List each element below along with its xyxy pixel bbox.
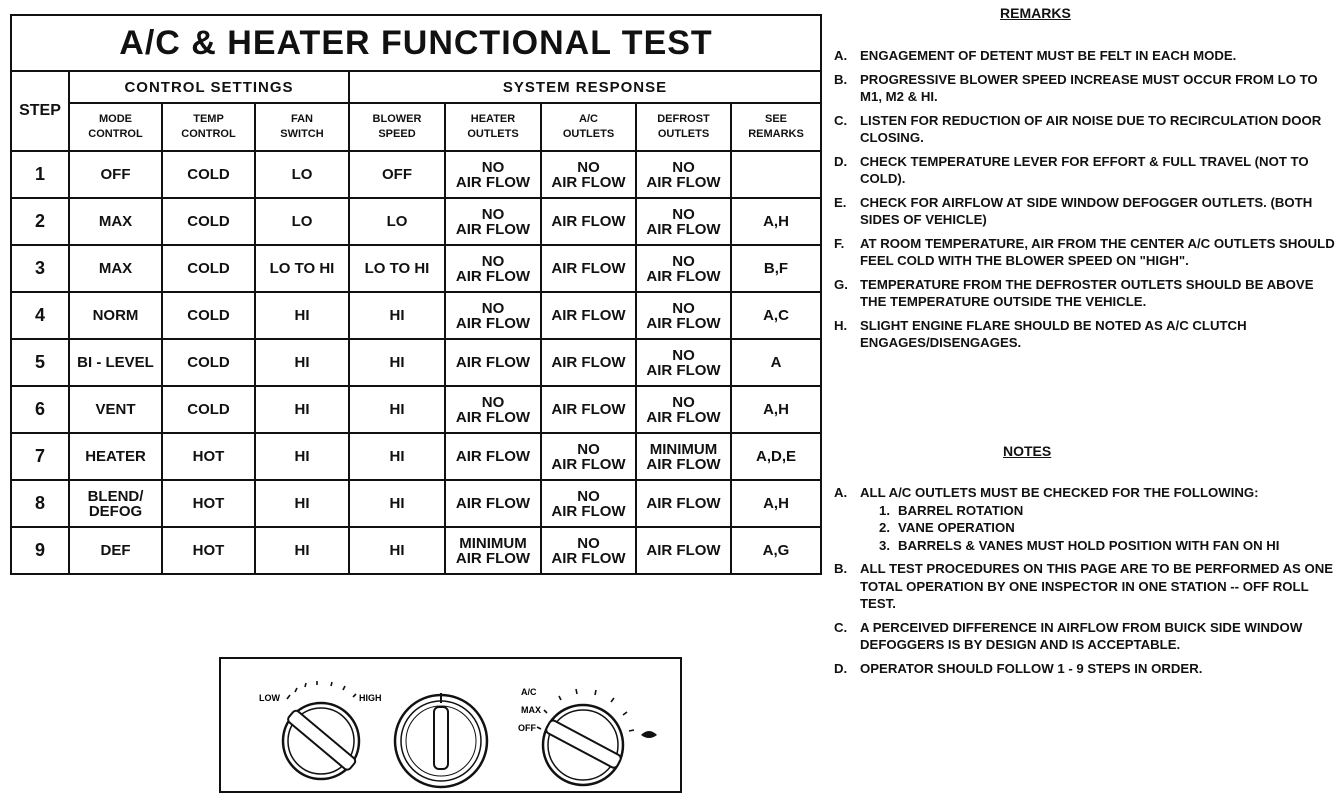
- table-row: [11, 527, 821, 574]
- table-cell: HI: [349, 480, 445, 527]
- step-number: 5: [11, 339, 69, 386]
- remarks-list: [834, 47, 1340, 358]
- remark-letter: B.: [834, 71, 848, 87]
- notes-heading: NOTES: [1003, 443, 1052, 459]
- step-header: STEP: [11, 71, 69, 151]
- table-cell: NORM: [69, 292, 162, 339]
- remark-item: [834, 71, 1340, 106]
- note-text: ALL A/C OUTLETS MUST BE CHECKED FOR THE FOLLOWING:: [860, 485, 1259, 500]
- mode-dial: [518, 687, 657, 785]
- mode-off-label: OFF: [518, 723, 536, 733]
- table-cell: HI: [349, 292, 445, 339]
- functional-test-table: [10, 14, 822, 575]
- step-number: 4: [11, 292, 69, 339]
- temp-dial: [395, 693, 487, 787]
- remark-text: ENGAGEMENT OF DETENT MUST BE FELT IN EACH MODE.: [860, 48, 1237, 63]
- table-cell: HI: [349, 527, 445, 574]
- table-cell: HI: [255, 527, 349, 574]
- table-cell: A,H: [731, 198, 821, 245]
- note-subitem-text: VANE OPERATION: [898, 520, 1015, 535]
- table-cell: COLD: [162, 151, 255, 198]
- step-number: 7: [11, 433, 69, 480]
- table-cell: [731, 151, 821, 198]
- remark-item: [834, 194, 1340, 229]
- table-cell: AIR FLOW: [445, 433, 541, 480]
- note-items: [834, 560, 1340, 677]
- system-response-header: SYSTEM RESPONSE: [349, 71, 821, 103]
- note-sublist: [860, 502, 1340, 555]
- remark-text: CHECK TEMPERATURE LEVER FOR EFFORT & FULL TRAVEL (NOT TO COLD).: [860, 153, 1309, 186]
- note-item: [834, 619, 1340, 654]
- note-letter: B.: [834, 561, 848, 576]
- column-header: A/C OUTLETS: [541, 103, 636, 151]
- table-row: [11, 433, 821, 480]
- note-letter: A.: [834, 485, 848, 500]
- note-subitem-number: 2.: [879, 520, 890, 535]
- column-header: BLOWER SPEED: [349, 103, 445, 151]
- control-settings-header: CONTROL SETTINGS: [69, 71, 349, 103]
- table-cell: NO AIR FLOW: [636, 245, 731, 292]
- table-cell: NO AIR FLOW: [541, 480, 636, 527]
- table-row: [11, 245, 821, 292]
- table-cell: COLD: [162, 339, 255, 386]
- remark-letter: H.: [834, 317, 848, 333]
- table-cell: COLD: [162, 292, 255, 339]
- step-number: 8: [11, 480, 69, 527]
- table-row: [11, 151, 821, 198]
- table-body: [11, 151, 821, 574]
- remark-text: SLIGHT ENGINE FLARE SHOULD BE NOTED AS A/C CLUTCH ENGAGES/DISENGAGES.: [860, 317, 1247, 350]
- table-cell: OFF: [349, 151, 445, 198]
- note-text: OPERATOR SHOULD FOLLOW 1 - 9 STEPS IN ORDER.: [860, 660, 1203, 676]
- table-cell: BLEND/ DEFOG: [69, 480, 162, 527]
- note-letter: C.: [834, 619, 848, 635]
- table-cell: AIR FLOW: [541, 198, 636, 245]
- mode-ac-label: A/C: [521, 687, 537, 697]
- table-row: [11, 480, 821, 527]
- remark-letter: C.: [834, 112, 848, 128]
- step-number: 1: [11, 151, 69, 198]
- remark-item: [834, 47, 1340, 65]
- table-row: [11, 386, 821, 433]
- remark-item: [834, 276, 1340, 311]
- table-cell: HI: [349, 433, 445, 480]
- table-cell: MAX: [69, 245, 162, 292]
- table-cell: LO: [349, 198, 445, 245]
- table-cell: AIR FLOW: [541, 386, 636, 433]
- column-header: SEE REMARKS: [731, 103, 821, 151]
- table-cell: NO AIR FLOW: [636, 198, 731, 245]
- remark-letter: E.: [834, 194, 847, 210]
- remark-letter: F.: [834, 235, 845, 251]
- table-cell: AIR FLOW: [636, 527, 731, 574]
- remark-text: TEMPERATURE FROM THE DEFROSTER OUTLETS SHOULD BE ABOVE THE TEMPERATURE OUTSIDE THE VEHICLE.: [860, 276, 1314, 309]
- note-subitem-text: BARREL ROTATION: [898, 502, 1024, 518]
- remark-item: [834, 112, 1340, 147]
- table-row: [11, 292, 821, 339]
- table-cell: HI: [255, 339, 349, 386]
- table-cell: HEATER: [69, 433, 162, 480]
- table-cell: LO: [255, 151, 349, 198]
- note-item: [834, 484, 1340, 502]
- note-subitem-number: 1.: [879, 502, 890, 518]
- note-letter: D.: [834, 660, 848, 676]
- column-header: FAN SWITCH: [255, 103, 349, 151]
- note-item: [834, 660, 1340, 678]
- table-cell: HI: [255, 386, 349, 433]
- table-cell: COLD: [162, 245, 255, 292]
- note-subitem: [860, 537, 1340, 555]
- table-cell: A,G: [731, 527, 821, 574]
- table-cell: LO: [255, 198, 349, 245]
- table-row: [11, 339, 821, 386]
- table-cell: A,H: [731, 386, 821, 433]
- table-cell: A,D,E: [731, 433, 821, 480]
- note-subitem: [860, 502, 1340, 520]
- notes-list: [834, 484, 1340, 677]
- table-cell: OFF: [69, 151, 162, 198]
- table-cell: NO AIR FLOW: [445, 198, 541, 245]
- column-header: TEMP CONTROL: [162, 103, 255, 151]
- table-cell: COLD: [162, 386, 255, 433]
- table-cell: NO AIR FLOW: [445, 151, 541, 198]
- table-cell: NO AIR FLOW: [445, 386, 541, 433]
- table-cell: BI - LEVEL: [69, 339, 162, 386]
- note-subitem-text: BARRELS & VANES MUST HOLD POSITION WITH FAN ON HI: [898, 537, 1280, 553]
- remark-text: CHECK FOR AIRFLOW AT SIDE WINDOW DEFOGGER OUTLETS. (BOTH SIDES OF VEHICLE): [860, 194, 1313, 227]
- fan-high-label: HIGH: [359, 693, 382, 703]
- mode-max-label: MAX: [521, 705, 541, 715]
- table-cell: HOT: [162, 527, 255, 574]
- note-text: A PERCEIVED DIFFERENCE IN AIRFLOW FROM BUICK SIDE WINDOW DEFOGGERS IS BY DESIGN AND IS ACCEPTABLE.: [860, 619, 1303, 652]
- table-row: [11, 198, 821, 245]
- table-cell: A,C: [731, 292, 821, 339]
- note-subitem: [860, 519, 1340, 537]
- table-cell: NO AIR FLOW: [636, 386, 731, 433]
- table-cell: MINIMUM AIR FLOW: [636, 433, 731, 480]
- table-cell: HI: [349, 339, 445, 386]
- remark-letter: A.: [834, 48, 848, 63]
- column-header: DEFROST OUTLETS: [636, 103, 731, 151]
- table-cell: NO AIR FLOW: [636, 151, 731, 198]
- column-header: HEATER OUTLETS: [445, 103, 541, 151]
- table-cell: COLD: [162, 198, 255, 245]
- table-cell: B,F: [731, 245, 821, 292]
- control-panel-drawing: [221, 659, 684, 795]
- table-cell: NO AIR FLOW: [541, 527, 636, 574]
- table-cell: HOT: [162, 480, 255, 527]
- remark-text: LISTEN FOR REDUCTION OF AIR NOISE DUE TO RECIRCULATION DOOR CLOSING.: [860, 112, 1322, 145]
- table-cell: NO AIR FLOW: [445, 292, 541, 339]
- table-cell: NO AIR FLOW: [636, 339, 731, 386]
- table-cell: LO TO HI: [255, 245, 349, 292]
- remark-text: AT ROOM TEMPERATURE, AIR FROM THE CENTER A/C OUTLETS SHOULD FEEL COLD WITH THE BLOWER SPEED ON "HIGH".: [860, 235, 1335, 268]
- table-cell: VENT: [69, 386, 162, 433]
- table-cell: MAX: [69, 198, 162, 245]
- table-cell: HI: [255, 433, 349, 480]
- table-cell: DEF: [69, 527, 162, 574]
- table-cell: NO AIR FLOW: [445, 245, 541, 292]
- table-cell: HOT: [162, 433, 255, 480]
- remark-item: [834, 317, 1340, 352]
- table-cell: NO AIR FLOW: [541, 433, 636, 480]
- note-item: [834, 560, 1340, 613]
- defrost-icon: [641, 731, 657, 738]
- step-number: 3: [11, 245, 69, 292]
- table-cell: HI: [349, 386, 445, 433]
- table-cell: AIR FLOW: [541, 292, 636, 339]
- fan-low-label: LOW: [259, 693, 280, 703]
- table-cell: AIR FLOW: [541, 339, 636, 386]
- step-number: 6: [11, 386, 69, 433]
- table-cell: AIR FLOW: [445, 480, 541, 527]
- fan-dial: [259, 681, 382, 779]
- note-text: ALL TEST PROCEDURES ON THIS PAGE ARE TO BE PERFORMED AS ONE TOTAL OPERATION BY ONE INSPECTOR IN ONE STATION -- OFF ROLL TEST.: [860, 561, 1334, 611]
- table-cell: HI: [255, 480, 349, 527]
- table-cell: AIR FLOW: [636, 480, 731, 527]
- table-title: A/C & HEATER FUNCTIONAL TEST: [11, 15, 821, 71]
- table-cell: AIR FLOW: [541, 245, 636, 292]
- table-cell: MINIMUM AIR FLOW: [445, 527, 541, 574]
- step-number: 2: [11, 198, 69, 245]
- table-cell: A,H: [731, 480, 821, 527]
- table-cell: NO AIR FLOW: [636, 292, 731, 339]
- remarks-heading: REMARKS: [1000, 5, 1071, 21]
- table-cell: HI: [255, 292, 349, 339]
- step-number: 9: [11, 527, 69, 574]
- note-subitem-number: 3.: [879, 537, 890, 553]
- table-cell: LO TO HI: [349, 245, 445, 292]
- remark-letter: D.: [834, 153, 848, 169]
- remark-item: [834, 153, 1340, 188]
- table-cell: A: [731, 339, 821, 386]
- remark-item: [834, 235, 1340, 270]
- remark-letter: G.: [834, 276, 848, 292]
- table-cell: AIR FLOW: [445, 339, 541, 386]
- remark-text: PROGRESSIVE BLOWER SPEED INCREASE MUST OCCUR FROM LO TO M1, M2 & HI.: [860, 71, 1318, 104]
- control-panel-illustration: [219, 657, 682, 793]
- column-header: MODE CONTROL: [69, 103, 162, 151]
- column-header-row: [11, 103, 821, 151]
- table-cell: NO AIR FLOW: [541, 151, 636, 198]
